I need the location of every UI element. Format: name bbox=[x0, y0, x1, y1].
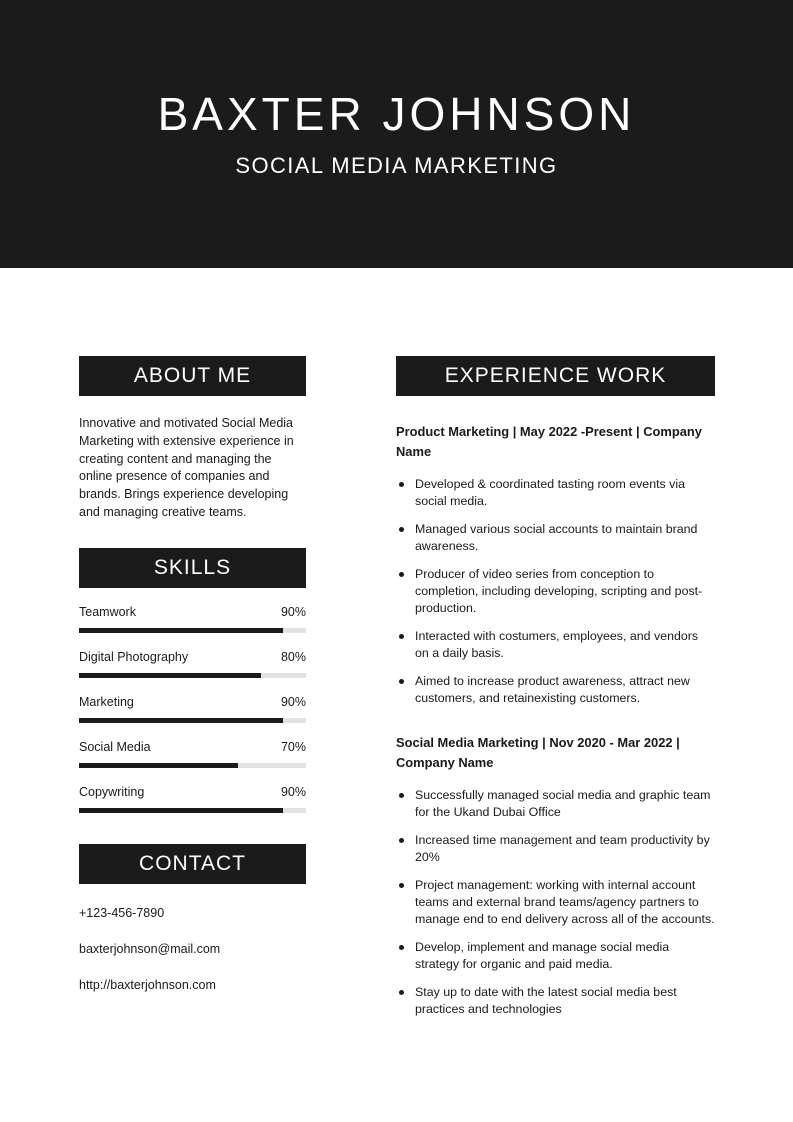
job-bullet: Stay up to date with the latest social media best practices and technologies bbox=[396, 984, 715, 1018]
right-column bbox=[396, 356, 715, 1018]
skills-section bbox=[79, 548, 306, 813]
job-bullet: Increased time management and team productivity by 20% bbox=[396, 832, 715, 866]
contact-section bbox=[79, 844, 306, 992]
skill-percent: 90% bbox=[280, 694, 306, 709]
skill-item bbox=[79, 650, 306, 678]
job-bullet-list bbox=[396, 476, 715, 707]
job-bullet: Aimed to increase product awareness, attract new customers, and retainexisting customers. bbox=[396, 673, 715, 707]
contact-section-title: CONTACT bbox=[79, 844, 306, 884]
skill-percent: 90% bbox=[280, 784, 306, 799]
about-text: Innovative and motivated Social Media Marketing with extensive experience in creating content and managing the online presence of companies and brands. Brings experience developing and managing creative teams. bbox=[79, 416, 294, 519]
job-bullet: Successfully managed social media and graphic team for the Ukand Dubai Office bbox=[396, 787, 715, 821]
job-bullet: Interacted with costumers, employees, and vendors on a daily basis. bbox=[396, 628, 715, 662]
experience-item bbox=[396, 733, 715, 1018]
skill-label: Teamwork bbox=[79, 604, 136, 619]
contact-email[interactable]: baxterjohnson@mail.com bbox=[79, 941, 221, 956]
skill-bar-track bbox=[79, 628, 306, 633]
skill-bar-track bbox=[79, 763, 306, 768]
left-column bbox=[79, 356, 306, 992]
skill-item bbox=[79, 740, 306, 768]
job-bullet: Develop, implement and manage social media strategy for organic and paid media. bbox=[396, 939, 715, 973]
skill-bar-track bbox=[79, 718, 306, 723]
candidate-role: SOCIAL MEDIA MARKETING bbox=[235, 153, 558, 179]
experience-section-title: EXPERIENCE WORK bbox=[396, 356, 715, 396]
skill-percent: 90% bbox=[280, 604, 306, 619]
job-heading: Social Media Marketing | Nov 2020 - Mar 2022 | Company Name bbox=[396, 734, 680, 770]
contact-website[interactable]: http://baxterjohnson.com bbox=[79, 977, 216, 992]
skill-label: Digital Photography bbox=[79, 649, 189, 664]
skill-bar-fill bbox=[79, 808, 283, 813]
job-heading: Product Marketing | May 2022 -Present | Company Name bbox=[396, 424, 702, 460]
experience-item bbox=[396, 422, 715, 707]
skill-label: Marketing bbox=[79, 694, 134, 709]
skill-bar-fill bbox=[79, 673, 261, 678]
job-bullet: Developed & coordinated tasting room events via social media. bbox=[396, 476, 715, 510]
skill-item bbox=[79, 695, 306, 723]
skill-percent: 70% bbox=[280, 739, 306, 754]
skill-percent: 80% bbox=[280, 649, 306, 664]
job-bullet: Producer of video series from conception to completion, including developing, scripting and post-production. bbox=[396, 566, 715, 617]
candidate-name: BAXTER JOHNSON bbox=[157, 87, 636, 140]
job-bullet-list bbox=[396, 787, 715, 1018]
skills-section-title: SKILLS bbox=[79, 548, 306, 588]
skill-label: Copywriting bbox=[79, 784, 145, 799]
about-section-title: ABOUT ME bbox=[79, 356, 306, 396]
job-bullet: Project management: working with internal account teams and external brand teams/agency partners to manage end to end delivery across all of the accounts. bbox=[396, 877, 715, 928]
skill-item bbox=[79, 785, 306, 813]
skill-bar-fill bbox=[79, 763, 238, 768]
skill-bar-track bbox=[79, 673, 306, 678]
header-band bbox=[0, 0, 793, 268]
skill-item bbox=[79, 605, 306, 633]
skill-bar-track bbox=[79, 808, 306, 813]
skill-bar-fill bbox=[79, 628, 283, 633]
contact-phone: +123-456-7890 bbox=[79, 905, 165, 920]
skill-bar-fill bbox=[79, 718, 283, 723]
skill-label: Social Media bbox=[79, 739, 151, 754]
job-bullet: Managed various social accounts to maintain brand awareness. bbox=[396, 521, 715, 555]
